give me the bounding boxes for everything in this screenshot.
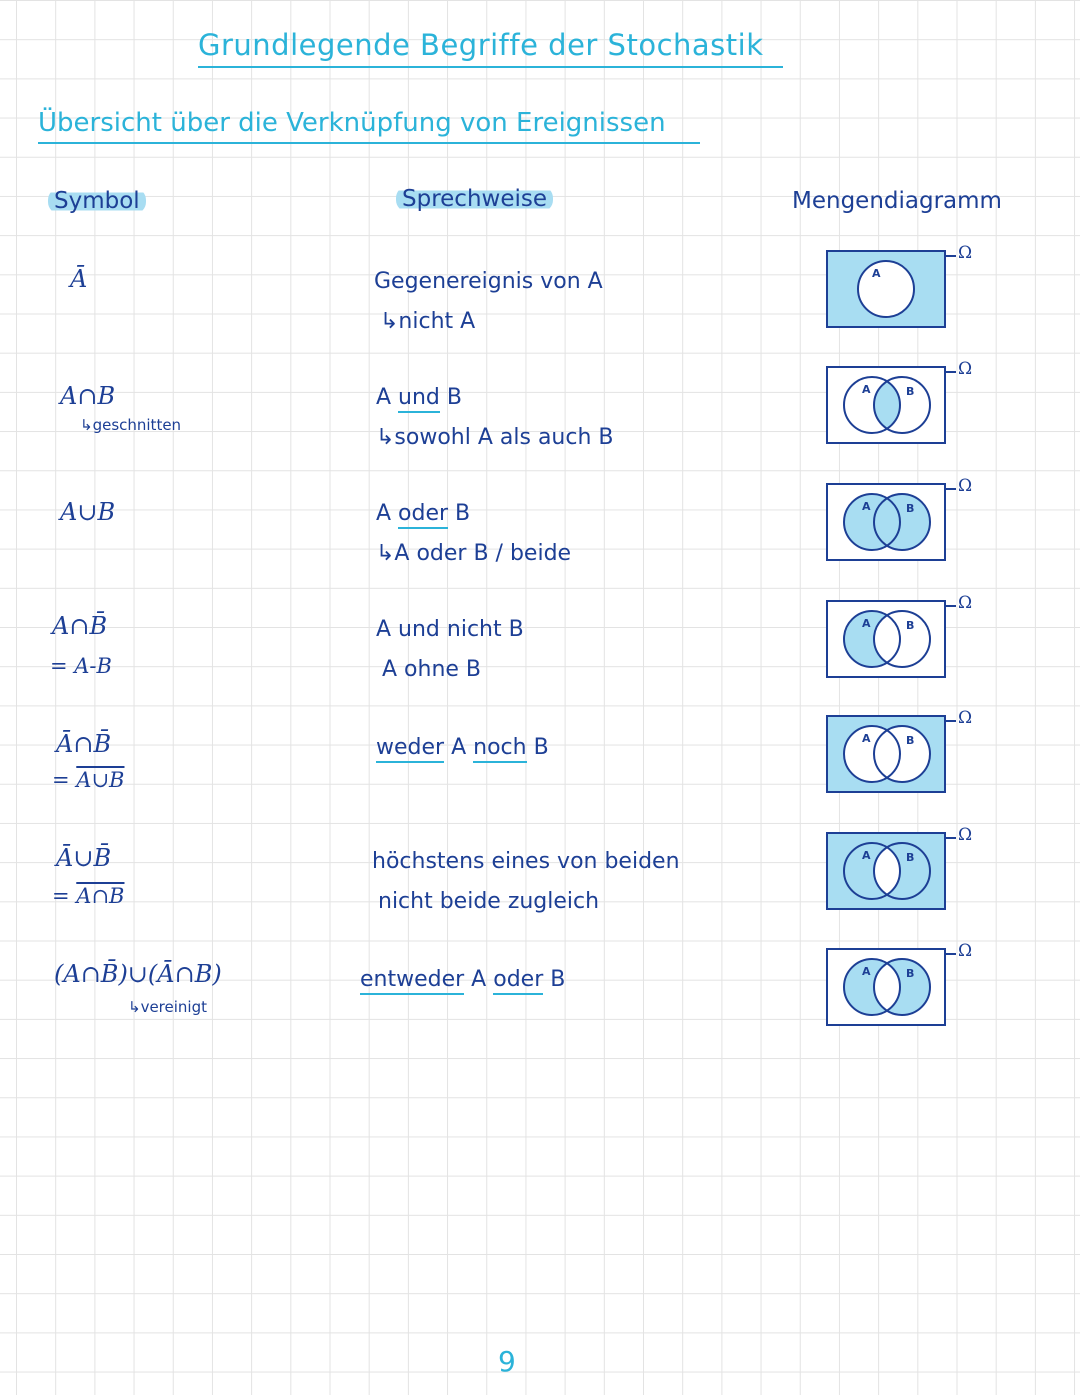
speech-row-3-line-1: A oder B xyxy=(376,494,470,534)
column-header-diagram: Mengendiagramm xyxy=(792,188,1002,214)
speech-row-4-line-1: A und nicht B xyxy=(376,617,524,642)
symbol-note-not-both: = A∩B xyxy=(52,884,125,908)
omega-label: Ω xyxy=(958,593,973,613)
venn-diagram-neither xyxy=(826,705,986,803)
symbol-neither: Ā∩B̄ xyxy=(56,730,112,758)
column-header-speech: Sprechweise xyxy=(396,186,553,212)
column-header-symbol: Symbol xyxy=(48,188,146,214)
set-b-label: B xyxy=(906,851,915,864)
symbol-complement-a: Ā xyxy=(70,265,88,293)
omega-label: Ω xyxy=(958,243,973,263)
speech-row-5-line-1: weder A noch B xyxy=(376,728,549,768)
symbol-exclusive-or: (A∩B̄)∪(Ā∩B) xyxy=(54,960,222,988)
speech-row-3-line-2: ↳A oder B / beide xyxy=(376,541,572,566)
omega-label: Ω xyxy=(958,941,973,961)
set-a-label: A xyxy=(862,617,871,630)
symbol-not-both: Ā∪B̄ xyxy=(56,844,112,872)
symbol-note-a-minus-b: = A-B xyxy=(50,654,112,678)
set-a-label: A xyxy=(862,500,871,513)
set-b-label: B xyxy=(906,502,915,515)
speech-row-2-line-2: ↳sowohl A als auch B xyxy=(376,425,614,450)
speech-row-2-line-1: A und B xyxy=(376,378,462,418)
set-b-label: B xyxy=(906,619,915,632)
set-b-label: B xyxy=(906,385,915,398)
venn-diagram-xor xyxy=(826,938,986,1036)
symbol-union: A∪B xyxy=(60,498,116,526)
omega-label: Ω xyxy=(958,825,973,845)
symbol-note-neither: = A∪B xyxy=(52,768,125,792)
omega-label: Ω xyxy=(958,359,973,379)
set-a-label: A xyxy=(862,732,871,745)
speech-row-6-line-2: nicht beide zugleich xyxy=(378,889,600,914)
symbol-note-intersection: ↳geschnitten xyxy=(80,416,182,434)
set-b-label: B xyxy=(906,967,915,980)
set-a-label: A xyxy=(872,267,881,280)
venn-diagram-not_both xyxy=(826,822,986,920)
speech-row-4-line-2: A ohne B xyxy=(382,657,482,682)
speech-row-7-line-1: entweder A oder B xyxy=(360,960,565,1000)
set-a-label: A xyxy=(862,849,871,862)
speech-row-6-line-1: höchstens eines von beiden xyxy=(372,849,680,874)
set-a-label: A xyxy=(862,965,871,978)
venn-diagram-complement_a xyxy=(826,240,986,338)
set-b-label: B xyxy=(906,734,915,747)
symbol-a-not-b: A∩B̄ xyxy=(52,612,108,640)
venn-diagram-intersection xyxy=(826,356,986,454)
symbol-note-exclusive-or: ↳vereinigt xyxy=(128,998,207,1016)
omega-label: Ω xyxy=(958,476,973,496)
speech-row-1-line-2: ↳nicht A xyxy=(380,309,476,334)
omega-label: Ω xyxy=(958,708,973,728)
page-number: 9 xyxy=(498,1345,516,1378)
set-a-label: A xyxy=(862,383,871,396)
venn-diagram-a_only xyxy=(826,590,986,688)
venn-diagram-union xyxy=(826,473,986,571)
page-title: Grundlegende Begriffe der Stochastik xyxy=(198,28,783,68)
speech-row-1-line-1: Gegenereignis von A xyxy=(374,269,603,294)
symbol-intersection: A∩B xyxy=(60,382,116,410)
section-subtitle: Übersicht über die Verknüpfung von Ereignissen xyxy=(38,108,700,144)
